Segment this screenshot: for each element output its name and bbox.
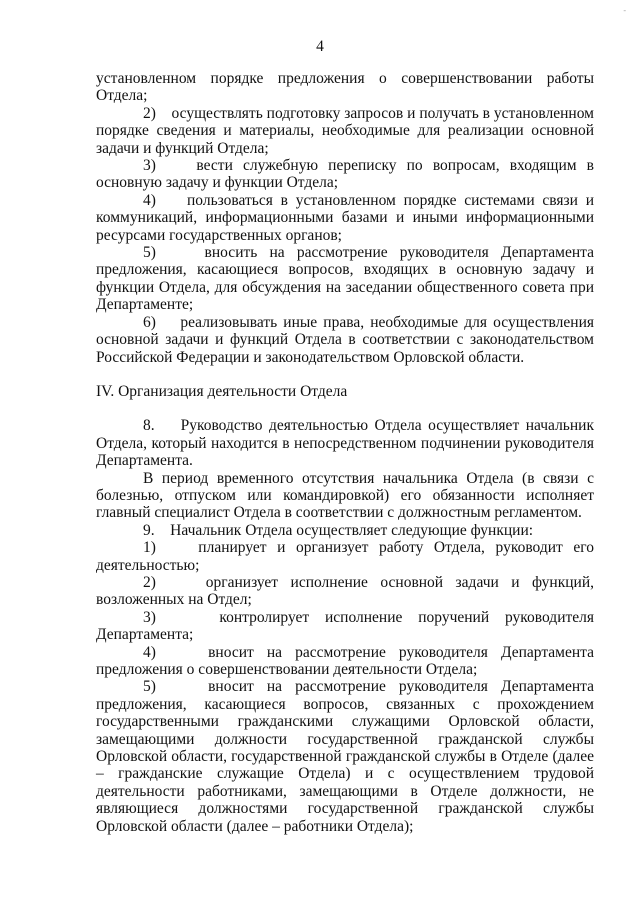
document-body: [96, 70, 594, 835]
function-item-2: 2) организует исполнение основной задачи и функций, возложенных на Отдел;: [96, 573, 594, 609]
list-item-right-2: 2) осуществлять подготовку запросов и получать в установленном порядке сведения и материалы, необходимые для реализации основной задачи и функций Отдела;: [96, 104, 594, 157]
list-item-right-3: 3) вести служебную переписку по вопросам, входящим в основную задачу и функции Отдела;: [96, 157, 594, 192]
paragraph-continuation: установленном порядке предложения о совершенствовании работы Отдела;: [96, 70, 594, 105]
page-number: 4: [316, 38, 324, 55]
paragraph-8: 8. Руководство деятельностью Отдела осуществляет начальник Отдела, который находится в непосредственном подчинении руководителя Департамента.: [96, 417, 594, 470]
paragraph-deputy: В период временного отсутствия начальника Отдела (в связи с болезнью, отпуском или командировкой) его обязанности исполняет главный специалист Отдела в соответствии с должностным регламентом.: [96, 469, 594, 522]
list-item-right-6: 6) реализовывать иные права, необходимые для осуществления основной задачи и функций Отдела в соответствии с законодательством Российской Федерации и законодательством Орловской области.: [96, 313, 594, 366]
list-item-right-4: 4) пользоваться в установленном порядке системами связи и коммуникаций, информационными базами и иными информационными ресурсами государственных органов;: [96, 191, 594, 244]
function-item-1: 1) планирует и организует работу Отдела, руководит его деятельностью;: [96, 539, 594, 574]
list-item-right-5: 5) вносить на рассмотрение руководителя Департамента предложения, касающиеся вопросов, входящих в основную задачу и функции Отдела, для обсуждения на заседании общественного совета при Департаменте;: [96, 244, 594, 314]
function-item-4: 4) вносит на рассмотрение руководителя Департамента предложения о совершенствовании деятельности Отдела;: [96, 643, 594, 678]
corner-mark: -: [623, 6, 626, 15]
section-heading: IV. Организация деятельности Отдела: [96, 382, 348, 400]
function-item-5: 5) вносит на рассмотрение руководителя Департамента предложения, касающиеся вопросов, связанных с прохождением государственными гражданскими служащими Орловской области, замещающими должности государственной гражданской службы Орловской области, государственной гражданской службы в Отделе (далее – гражданские служащие Отдела) и с осуществлением трудовой деятельности работниками, замещающими в Отделе должности, не являющиеся должностями государственной гражданской службы Орловской области (далее – работники Отдела);: [96, 678, 594, 835]
function-item-3: 3) контролирует исполнение поручений руководителя Департамента;: [96, 608, 594, 644]
paragraph-9: 9. Начальник Отдела осуществляет следующие функции:: [143, 521, 534, 539]
